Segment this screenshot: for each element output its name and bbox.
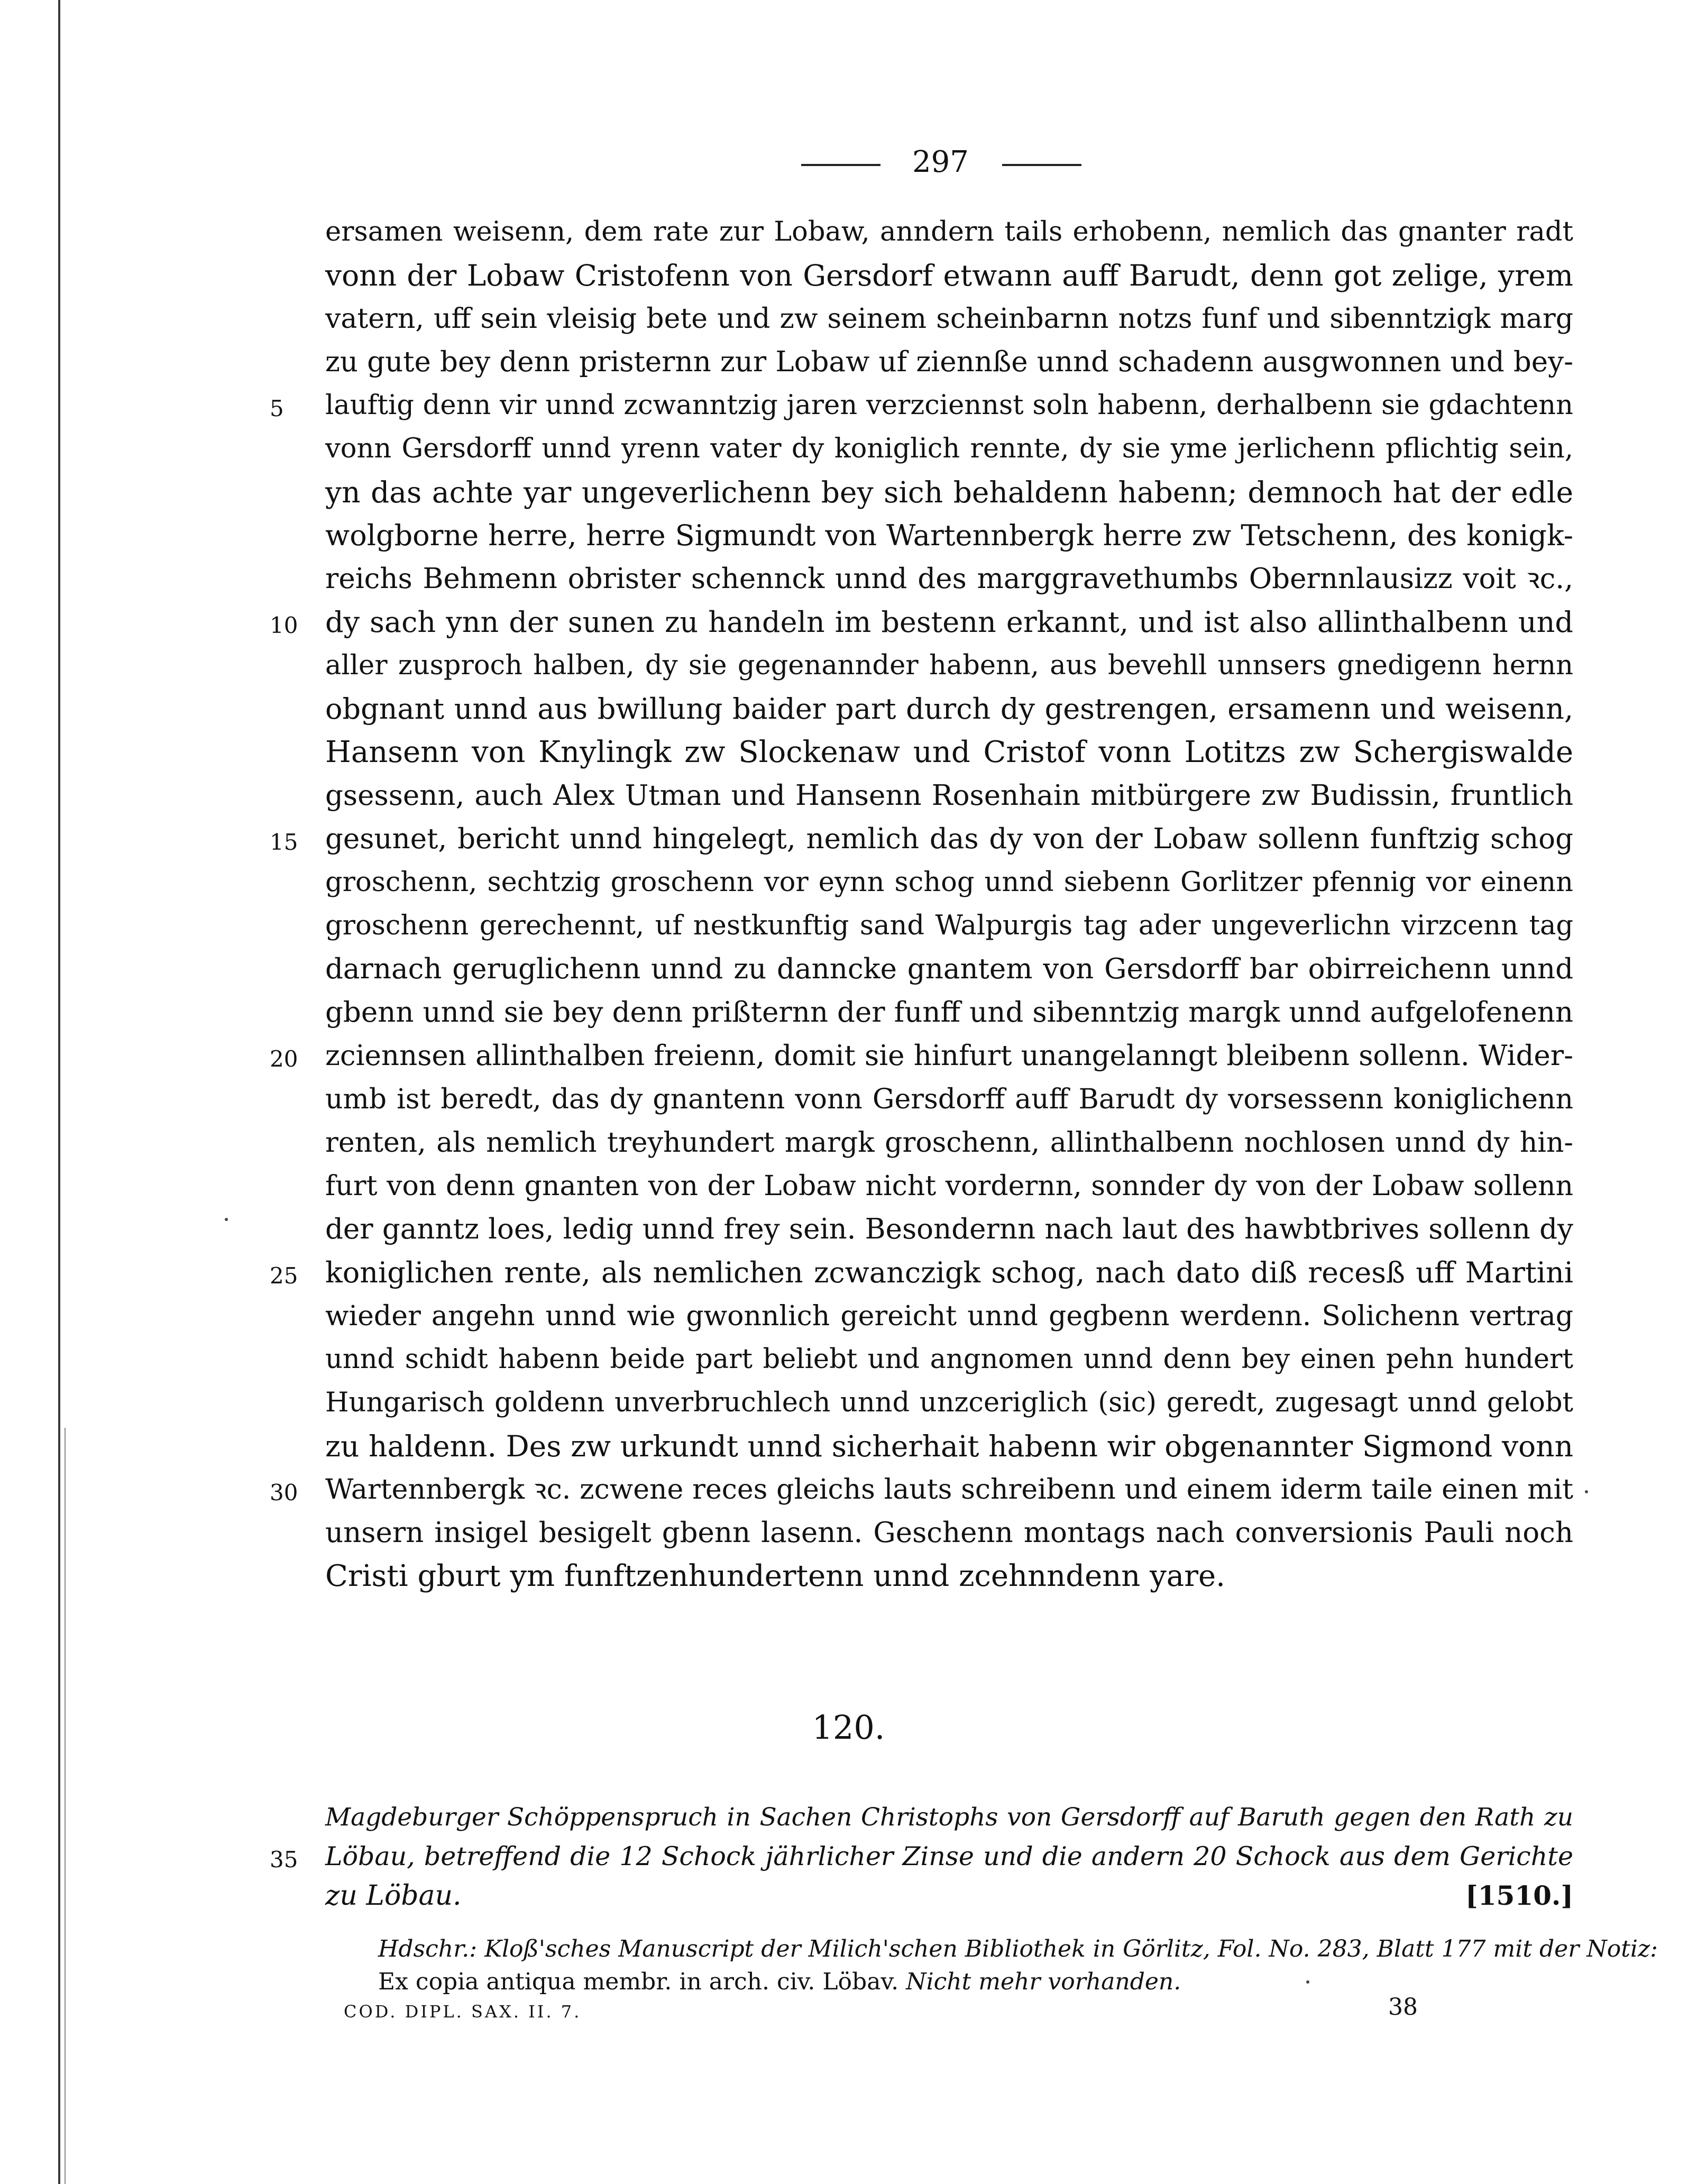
line-text: zu haldenn. Des zw urkundt unnd sicherhait habenn wir obgenannter Sigmond vonn bbox=[325, 1429, 1573, 1463]
text-line bbox=[325, 557, 1573, 601]
text-line bbox=[325, 514, 1573, 557]
source-line: Hdschr.: Kloß'sches Manuscript der Milich'schen Bibliothek in Görlitz, Fol. No. 283, Blatt 177 mit der Notiz: bbox=[378, 1935, 1658, 1962]
regest-text: Magdeburger Schöppenspruch in Sachen Christophs von Gersdorff auf Baruth gegen den Rath zu bbox=[325, 1803, 1573, 1832]
text-line bbox=[325, 1208, 1573, 1251]
line-text: wieder angehn unnd wie gwonnlich gereicht unnd gegbenn werdenn. Solichenn vertrag bbox=[325, 1300, 1573, 1332]
line-text: unsern insigel besigelt gbenn lasenn. Geschenn montags nach conversionis Pauli noch bbox=[325, 1517, 1573, 1549]
binding-edge bbox=[58, 0, 60, 2184]
text-line bbox=[325, 1121, 1573, 1164]
text-line bbox=[325, 948, 1573, 991]
line-text: ersamen weisenn, dem rate zur Lobaw, anndern tails erhobenn, nemlich das gnanter radt bbox=[325, 216, 1573, 247]
source-note bbox=[378, 1933, 1658, 1998]
binding-edge-shadow bbox=[65, 1428, 66, 2184]
text-line bbox=[325, 471, 1573, 514]
text-line bbox=[325, 1381, 1573, 1425]
text-line bbox=[325, 1425, 1573, 1468]
line-number: 5 bbox=[270, 396, 284, 421]
line-text: vonn Gersdorff unnd yrenn vater dy koniglich rennte, dy sie yme jerlichenn pflichtig sein, bbox=[325, 433, 1573, 464]
line-text: yn das achte yar ungeverlichenn bey sich behaldenn habenn; demnoch hat der edle bbox=[325, 475, 1573, 509]
line-text: Hungarisch goldenn unverbruchlech unnd unzceriglich (sic) geredt, zugesagt unnd gelobt bbox=[325, 1387, 1573, 1418]
line-text: renten, als nemlich treyhundert margk groschenn, allinthalbenn nochlosen unnd dy hin- bbox=[325, 1127, 1573, 1159]
text-line bbox=[325, 687, 1573, 731]
source-reference: Ex copia antiqua membr. in arch. civ. Löbav. bbox=[378, 1968, 899, 1995]
text-line bbox=[325, 1338, 1573, 1381]
text-line bbox=[325, 991, 1573, 1034]
regest-text: Löbau, betreffend die 12 Schock jährlicher Zinse und die andern 20 Schock aus dem Gerichte bbox=[325, 1841, 1573, 1871]
line-text: koniglichen rente, als nemlichen zcwanczigk schog, nach dato diß recesß uff Martini bbox=[325, 1256, 1573, 1289]
line-text: Cristi gburt ym funftzenhundertenn unnd zcehnndenn yare. bbox=[325, 1559, 1225, 1593]
source-status: Nicht mehr vorhanden. bbox=[906, 1968, 1181, 1995]
line-text: groschenn, sechtzig groschenn vor eynn schog unnd siebenn Gorlitzer pfennig vor einenn bbox=[325, 867, 1573, 898]
line-text: groschenn gerechennt, uf nestkunftig sand Walpurgis tag ader ungeverlichn virzcenn tag bbox=[325, 910, 1573, 941]
regest-line bbox=[270, 1837, 1573, 1876]
line-text: vatern, uff sein vleisig bete und zw seinem scheinbarnn notzs funf und sibenntzigk marg bbox=[325, 303, 1573, 335]
line-text: lauftig denn vir unnd zcwanntzig jaren verzciennst soln habenn, derhalbenn sie gdachtenn bbox=[325, 390, 1573, 421]
text-line bbox=[270, 1034, 1573, 1078]
text-line bbox=[270, 384, 1573, 427]
line-text: vonn der Lobaw Cristofenn von Gersdorf etwann auff Barudt, denn got zelige, yrem bbox=[325, 259, 1573, 292]
text-line bbox=[270, 818, 1573, 861]
text-line bbox=[325, 774, 1573, 818]
line-text: reichs Behmenn obrister schennck unnd des marggravethumbs Obernnlausizz voit ꝛc., bbox=[325, 563, 1573, 595]
line-text: gsessenn, auch Alex Utman und Hansenn Rosenhain mitbürgere zw Budissin, fruntlich bbox=[325, 779, 1573, 812]
header-dash-right bbox=[1002, 164, 1081, 166]
text-line bbox=[325, 210, 1573, 254]
line-text: zciennsen allinthalben freienn, domit sie hinfurt unangelanngt bleibenn sollenn. Wider- bbox=[325, 1040, 1573, 1072]
regest bbox=[270, 1798, 1573, 1915]
text-line bbox=[325, 1511, 1573, 1555]
line-number: 20 bbox=[270, 1046, 298, 1072]
line-number: 25 bbox=[270, 1263, 298, 1289]
line-text: obgnant unnd aus bwillung baider part durch dy gestrengen, ersamenn und weisenn, bbox=[325, 692, 1573, 726]
line-number: 30 bbox=[270, 1480, 298, 1506]
text-line bbox=[325, 861, 1573, 904]
regest-line bbox=[325, 1876, 1573, 1915]
footer-signature: COD. DIPL. SAX. II. 7. bbox=[344, 2002, 582, 2022]
line-number: 10 bbox=[270, 612, 298, 638]
regest-text: zu Löbau. bbox=[325, 1880, 462, 1912]
text-line bbox=[325, 341, 1573, 384]
line-text: zu gute bey denn pristernn zur Lobaw uf ziennße unnd schadenn ausgwonnen und bey- bbox=[325, 346, 1573, 378]
text-line bbox=[325, 1295, 1573, 1338]
line-number: 35 bbox=[270, 1847, 298, 1873]
line-text: dy sach ynn der sunen zu handeln im bestenn erkannt, und ist also allinthalbenn und bbox=[325, 605, 1573, 639]
speck bbox=[1585, 1490, 1588, 1493]
line-text: aller zusproch halben, dy sie gegenannder habenn, aus bevehll unnsers gnedigenn hernn bbox=[325, 650, 1573, 681]
text-line bbox=[270, 601, 1573, 644]
text-line bbox=[325, 297, 1573, 341]
footer-sheet-number: 38 bbox=[1388, 1994, 1418, 2021]
text-line bbox=[325, 1164, 1573, 1208]
line-text: wolgborne herre, herre Sigmundt von Wartennbergk herre zw Tetschenn, des konigk- bbox=[325, 519, 1573, 552]
line-text: umb ist beredt, das dy gnantenn vonn Gersdorff auff Barudt dy vorsessenn koniglichenn bbox=[325, 1084, 1573, 1115]
text-line bbox=[325, 427, 1573, 471]
line-text: der ganntz loes, ledig unnd frey sein. Besondernn nach laut des hawbtbrives sollenn dy bbox=[325, 1213, 1573, 1245]
text-line bbox=[325, 904, 1573, 948]
line-text: gbenn unnd sie bey denn prißternn der funff und sibenntzig margk unnd aufgelofenenn bbox=[325, 996, 1573, 1029]
text-line bbox=[325, 1078, 1573, 1121]
text-line bbox=[270, 1251, 1573, 1295]
text-line bbox=[270, 1468, 1573, 1511]
header-dash-left bbox=[801, 164, 880, 166]
text-line bbox=[325, 1555, 1573, 1598]
document-number: 120. bbox=[812, 1708, 885, 1747]
text-line bbox=[325, 254, 1573, 297]
line-text: unnd schidt habenn beide part beliebt und angnomen unnd denn bey einen pehn hundert bbox=[325, 1344, 1573, 1375]
text-line bbox=[325, 731, 1573, 774]
line-text: gesunet, bericht unnd hingelegt, nemlich das dy von der Lobaw sollenn funftzig schog bbox=[325, 823, 1573, 855]
page-header bbox=[0, 139, 1697, 186]
regest-line bbox=[325, 1798, 1573, 1837]
line-text: darnach geruglichenn unnd zu danncke gnantem von Gersdorff bar obirreichenn unnd bbox=[325, 953, 1573, 985]
line-number: 15 bbox=[270, 829, 298, 855]
document-date: [1510.] bbox=[1465, 1880, 1573, 1911]
line-text: Hansenn von Knylingk zw Slockenaw und Cristof vonn Lotitzs zw Schergiswalde bbox=[325, 735, 1573, 769]
line-text: Wartennbergk ꝛc. zcwene reces gleichs lauts schreibenn und einem iderm taile einen mit bbox=[325, 1474, 1573, 1506]
text-line bbox=[325, 644, 1573, 687]
speck bbox=[225, 1218, 228, 1221]
document-body bbox=[270, 210, 1573, 1598]
page-number: 297 bbox=[912, 145, 969, 179]
line-text: furt von denn gnanten von der Lobaw nicht vordernn, sonnder dy von der Lobaw sollenn bbox=[325, 1170, 1573, 1202]
